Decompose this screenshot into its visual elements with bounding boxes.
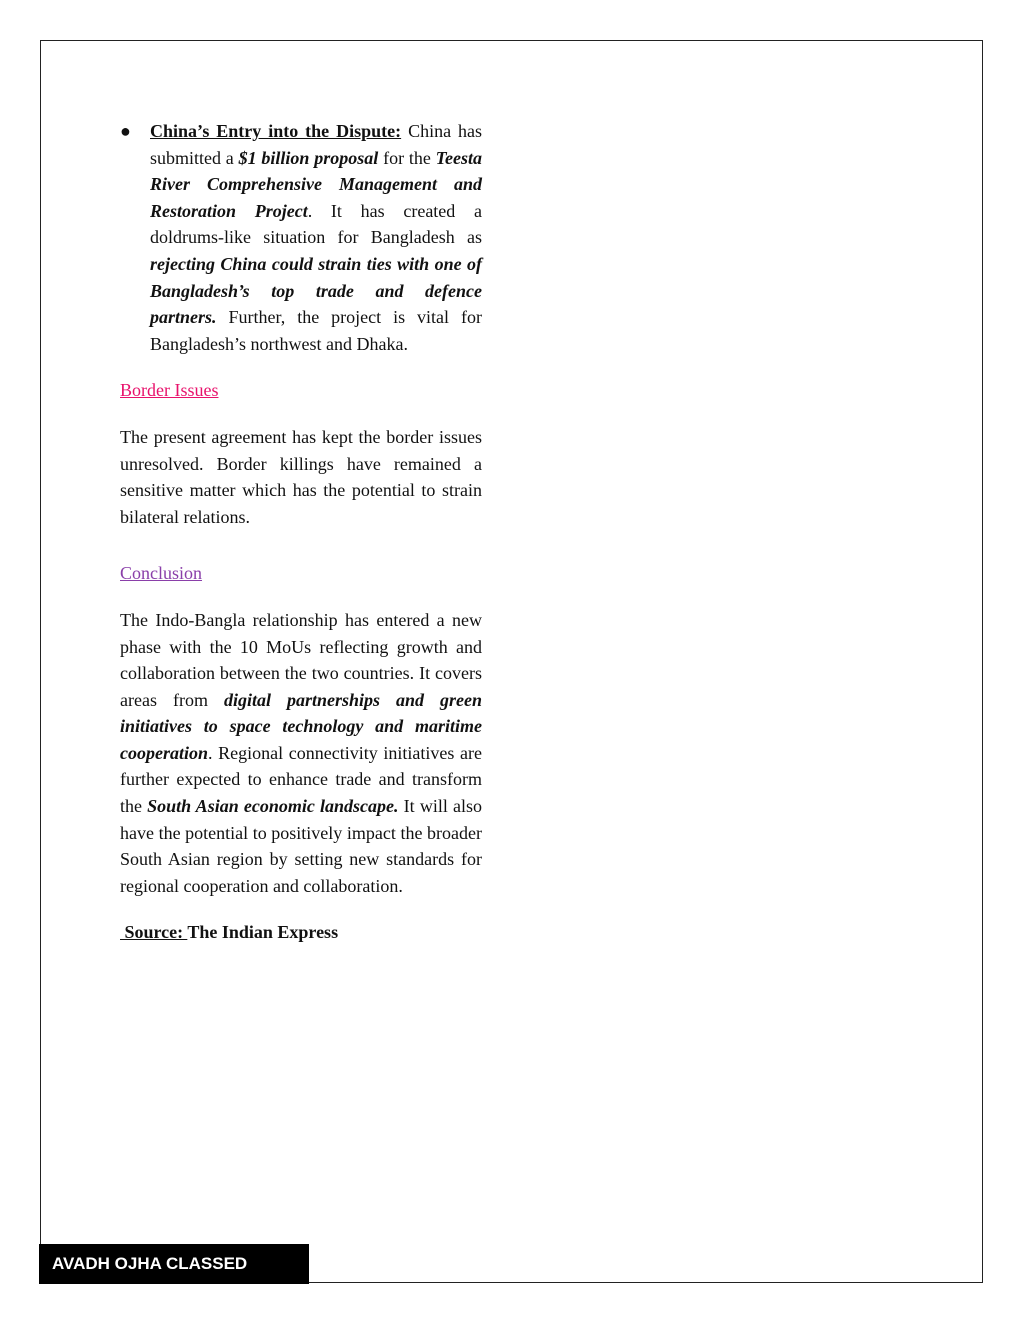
conclusion-emphasis-2: South Asian economic landscape. xyxy=(147,796,399,817)
conclusion-paragraph xyxy=(120,607,482,900)
bullet-emphasis-2: Teesta River Comprehensive Management and Restoration Project xyxy=(150,147,482,221)
bullet-marker: ● xyxy=(120,121,131,141)
footer-brand-text: AVADH OJHA CLASSED xyxy=(52,1254,248,1273)
source-label: Source: xyxy=(120,922,188,943)
conclusion-text-2: . Regional connectivity initiatives are further expected to enhance trade and transform the xyxy=(120,742,482,817)
bullet-text-4: Further, the project is vital for Bangladesh’s northwest and Dhaka. xyxy=(150,307,482,354)
border-issues-heading: Border Issues xyxy=(120,380,219,401)
bullet-china-entry xyxy=(120,118,482,357)
footer-brand-bar xyxy=(39,1244,309,1284)
conclusion-heading: Conclusion xyxy=(120,563,203,584)
bullet-emphasis-1: $1 billion proposal xyxy=(238,147,379,168)
bullet-title: China’s Entry into the Dispute: xyxy=(150,121,402,141)
conclusion-text-1: The Indo-Bangla relationship has entered a new phase with the 10 MoUs reflecting growth and collaboration between the two countries. It covers areas from xyxy=(120,609,482,710)
bullet-text-1: China has submitted a xyxy=(150,121,482,168)
bullet-text-2: for the xyxy=(378,147,436,168)
border-issues-paragraph: The present agreement has kept the border issues unresolved. Border killings have remained a sensitive matter which has the potential to strain bilateral relations. xyxy=(120,426,482,527)
bullet-emphasis-3: rejecting China could strain ties with one of Bangladesh’s top trade and defence partners. xyxy=(150,253,482,328)
bullet-text xyxy=(150,118,482,357)
bullet-text-3: . It has created a doldrums-like situation for Bangladesh as xyxy=(150,200,482,248)
source-line xyxy=(120,919,482,946)
conclusion-text-3: It will also have the potential to positively impact the broader South Asian region by setting new standards for regional cooperation and collaboration. xyxy=(120,796,482,896)
conclusion-emphasis-1: digital partnerships and green initiatives to space technology and maritime cooperation xyxy=(120,689,482,763)
source-value: The Indian Express xyxy=(187,922,339,943)
article-column xyxy=(120,118,482,946)
